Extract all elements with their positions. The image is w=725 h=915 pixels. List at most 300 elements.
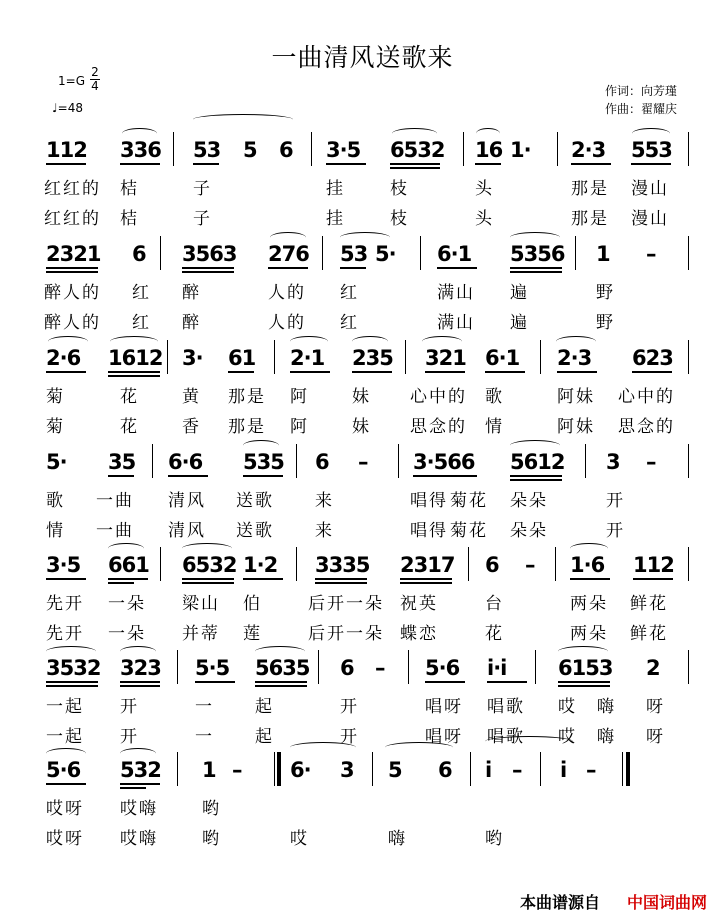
- time-signature: [90, 66, 100, 93]
- beam: [182, 271, 234, 273]
- lyric: 遍: [510, 283, 529, 303]
- note-group: 5·: [46, 450, 67, 474]
- barline: [274, 752, 275, 786]
- lyric: 哎呀: [46, 829, 84, 849]
- beam: [255, 681, 307, 683]
- lyric: 心中的: [618, 387, 675, 407]
- beam: [290, 371, 330, 373]
- barline: [557, 132, 558, 166]
- beam: [437, 267, 477, 269]
- final-barline: [626, 752, 630, 786]
- note-group: 6·1: [485, 346, 520, 370]
- barline: [322, 236, 323, 270]
- beam: [570, 578, 610, 580]
- note-group: 5: [388, 758, 402, 782]
- score-system-5: [0, 543, 725, 647]
- score-system-4: [0, 440, 725, 544]
- note-group: 2·3: [557, 346, 592, 370]
- lyric: 阿妹: [557, 417, 595, 437]
- note-group: 6·: [290, 758, 311, 782]
- barline: [420, 236, 421, 270]
- barline: [311, 132, 312, 166]
- beam: [195, 681, 235, 683]
- barline: [296, 444, 297, 478]
- barline: [173, 132, 174, 166]
- beam: [182, 578, 234, 580]
- key-signature: 1=G: [58, 74, 85, 88]
- barline: [177, 752, 178, 786]
- beam: [487, 681, 527, 683]
- lyric: 梁山: [182, 594, 220, 614]
- lyric: 人的: [268, 283, 306, 303]
- barline: [688, 650, 689, 684]
- note-group: –: [512, 758, 522, 782]
- lyric: 哟: [202, 829, 221, 849]
- slur: [193, 114, 293, 125]
- beam: [632, 371, 672, 373]
- lyric: 唱得: [410, 491, 448, 511]
- note-group: 53: [340, 242, 368, 266]
- lyric: 挂: [326, 179, 345, 199]
- lyric: 花: [120, 417, 139, 437]
- lyric: 那是: [228, 387, 266, 407]
- note-group: 112: [46, 138, 87, 162]
- lyric: 菊: [46, 417, 65, 437]
- note-group: 6: [132, 242, 146, 266]
- beam: [182, 267, 234, 269]
- lyric: 朵朵: [510, 491, 548, 511]
- repeat-barline: [277, 752, 281, 786]
- barline: [585, 444, 586, 478]
- lyric: 子: [193, 179, 212, 199]
- lyric: 唱歌: [487, 727, 525, 747]
- barline: [535, 650, 536, 684]
- beam: [510, 479, 562, 481]
- note-group: 1·: [510, 138, 531, 162]
- lyric: 心中的: [410, 387, 467, 407]
- note-group: 5612: [510, 450, 565, 474]
- lyric: 头: [475, 209, 494, 229]
- lyric: 一起: [46, 697, 84, 717]
- score-system-7: [0, 748, 725, 852]
- note-group: 6: [279, 138, 293, 162]
- beam: [120, 163, 160, 165]
- beam: [315, 578, 367, 580]
- barline: [318, 650, 319, 684]
- note-group: 16: [475, 138, 503, 162]
- barline: [167, 340, 168, 374]
- beam: [46, 271, 98, 273]
- note-group: –: [375, 656, 385, 680]
- lyric: 鲜花: [630, 624, 668, 644]
- note-group: 535: [243, 450, 284, 474]
- note-group: 1: [596, 242, 610, 266]
- note-group: 3: [606, 450, 620, 474]
- barline: [274, 340, 275, 374]
- lyric: 野: [596, 283, 615, 303]
- lyric: 菊: [46, 387, 65, 407]
- lyric: 遍: [510, 313, 529, 333]
- source-label: 本曲谱源自: [520, 893, 601, 912]
- lyric: 一朵: [108, 594, 146, 614]
- barline: [622, 752, 623, 786]
- lyric: 两朵: [570, 624, 608, 644]
- note-group: 5·6: [425, 656, 460, 680]
- barline: [408, 650, 409, 684]
- score-system-1: [0, 128, 725, 232]
- beam: [120, 787, 146, 789]
- beam: [108, 578, 148, 580]
- beam: [631, 163, 671, 165]
- beam: [268, 267, 308, 269]
- barline: [688, 340, 689, 374]
- note-group: 532: [120, 758, 161, 782]
- lyric: 伯: [243, 594, 262, 614]
- beam: [557, 371, 597, 373]
- lyric: 哎嗨: [120, 799, 158, 819]
- lyric: 满山: [437, 313, 475, 333]
- site-link[interactable]: 中国词曲网: [627, 893, 708, 912]
- beam: [400, 582, 452, 584]
- barline: [688, 236, 689, 270]
- beam: [558, 685, 610, 687]
- note-group: 3·566: [413, 450, 475, 474]
- barline: [372, 752, 373, 786]
- lyric: 醉人的: [44, 313, 101, 333]
- slur: [385, 742, 453, 753]
- note-group: 6: [485, 553, 499, 577]
- note-group: 321: [425, 346, 466, 370]
- lyric: 起: [255, 727, 274, 747]
- lyric: 呀: [646, 697, 665, 717]
- note-group: 3·5: [46, 553, 81, 577]
- lyric: 送歌: [236, 491, 274, 511]
- lyric: 唱得: [410, 521, 448, 541]
- note-group: 35: [108, 450, 136, 474]
- barline: [177, 650, 178, 684]
- barline: [688, 132, 689, 166]
- lyric: 花: [120, 387, 139, 407]
- lyric: 哟: [202, 799, 221, 819]
- lyric: 妹: [352, 417, 371, 437]
- lyric: 醉: [182, 283, 201, 303]
- beam: [390, 167, 440, 169]
- barline: [463, 132, 464, 166]
- beam: [413, 475, 477, 477]
- lyric: 送歌: [236, 521, 274, 541]
- note-group: 3·5: [326, 138, 361, 162]
- note-group: 2317: [400, 553, 455, 577]
- lyric: 唱呀: [425, 697, 463, 717]
- note-group: 276: [268, 242, 309, 266]
- lyric: 挂: [326, 209, 345, 229]
- note-group: 1: [202, 758, 216, 782]
- beam: [340, 267, 366, 269]
- beam: [46, 681, 98, 683]
- lyric: 歌: [485, 387, 504, 407]
- barline: [540, 340, 541, 374]
- lyric: 开: [340, 697, 359, 717]
- lyric: 后开一朵: [308, 624, 384, 644]
- meter-bottom: 4: [91, 79, 99, 93]
- barline: [540, 752, 541, 786]
- lyric: 哟: [485, 829, 504, 849]
- note-group: 112: [633, 553, 674, 577]
- lyricist-credit: 作词：向芳瑾: [605, 84, 678, 98]
- barline: [152, 444, 153, 478]
- note-group: 6: [340, 656, 354, 680]
- lyric: 漫山: [631, 209, 669, 229]
- lyric: 来: [315, 491, 334, 511]
- lyric: 台: [485, 594, 504, 614]
- lyric: 一朵: [108, 624, 146, 644]
- note-group: 5356: [510, 242, 565, 266]
- beam: [108, 582, 134, 584]
- note-group: 6: [315, 450, 329, 474]
- lyric: 漫山: [631, 179, 669, 199]
- note-group: 1·2: [243, 553, 278, 577]
- lyric: 阿: [290, 417, 309, 437]
- lyric: 开: [120, 727, 139, 747]
- lyric: 红: [132, 313, 151, 333]
- lyric: 呀: [646, 727, 665, 747]
- lyric: 一: [195, 697, 214, 717]
- lyric: 情: [46, 521, 65, 541]
- note-group: –: [525, 553, 535, 577]
- meter-top: 2: [91, 65, 99, 79]
- beam: [390, 163, 440, 165]
- beam: [485, 371, 525, 373]
- note-group: 1612: [108, 346, 163, 370]
- lyric: 蝶恋: [400, 624, 438, 644]
- lyric: 红: [132, 283, 151, 303]
- note-group: 6532: [182, 553, 237, 577]
- note-group: 5635: [255, 656, 310, 680]
- lyric: 嗨: [597, 697, 616, 717]
- lyric: 花: [485, 624, 504, 644]
- beam: [352, 371, 392, 373]
- beam: [400, 578, 452, 580]
- beam: [120, 783, 160, 785]
- lyric: 哎: [290, 829, 309, 849]
- barline: [398, 444, 399, 478]
- lyric: 那是: [571, 209, 609, 229]
- note-group: 5·5: [195, 656, 230, 680]
- beam: [168, 475, 208, 477]
- beam: [510, 267, 562, 269]
- barline: [405, 340, 406, 374]
- beam: [510, 271, 562, 273]
- note-group: 53: [193, 138, 221, 162]
- lyric: 莲: [243, 624, 262, 644]
- barline: [688, 547, 689, 581]
- tempo-marking: ♩=48: [52, 101, 83, 115]
- barline: [688, 444, 689, 478]
- note-group: –: [646, 242, 656, 266]
- beam: [633, 578, 673, 580]
- lyric: 满山: [437, 283, 475, 303]
- beam: [46, 163, 86, 165]
- lyric: 香: [182, 417, 201, 437]
- note-group: 323: [120, 656, 161, 680]
- lyric: 嗨: [388, 829, 407, 849]
- barline: [468, 547, 469, 581]
- note-group: 2: [646, 656, 660, 680]
- lyric: 哎呀: [46, 799, 84, 819]
- note-group: 5·: [375, 242, 396, 266]
- beam: [108, 375, 160, 377]
- lyric: 先开: [46, 624, 84, 644]
- lyric: 先开: [46, 594, 84, 614]
- note-group: 6532: [390, 138, 445, 162]
- lyric: 唱呀: [425, 727, 463, 747]
- slur: [290, 742, 356, 753]
- barline: [296, 547, 297, 581]
- lyric: 朵朵: [510, 521, 548, 541]
- lyric: 一曲: [96, 521, 134, 541]
- beam: [46, 267, 98, 269]
- lyric: 来: [315, 521, 334, 541]
- note-group: 6153: [558, 656, 613, 680]
- note-group: 1·6: [570, 553, 605, 577]
- note-group: 3532: [46, 656, 101, 680]
- beam: [46, 578, 86, 580]
- lyric: 哎嗨: [120, 829, 158, 849]
- lyric: 开: [606, 521, 625, 541]
- beam: [46, 371, 86, 373]
- barline: [555, 547, 556, 581]
- beam: [46, 685, 98, 687]
- note-group: 553: [631, 138, 672, 162]
- lyric: 红红的: [44, 209, 101, 229]
- beam: [243, 578, 283, 580]
- lyric: 子: [193, 209, 212, 229]
- lyric: 哎: [558, 727, 577, 747]
- barline: [575, 236, 576, 270]
- note-group: 6·1: [437, 242, 472, 266]
- lyric: 桔: [120, 209, 139, 229]
- lyric: 红红的: [44, 179, 101, 199]
- lyric: 那是: [571, 179, 609, 199]
- note-group: 2·3: [571, 138, 606, 162]
- note-group: –: [646, 450, 656, 474]
- lyric: 鲜花: [630, 594, 668, 614]
- note-group: 661: [108, 553, 149, 577]
- beam: [315, 582, 367, 584]
- lyric: 嗨: [597, 727, 616, 747]
- note-group: 2321: [46, 242, 101, 266]
- lyric: 阿妹: [557, 387, 595, 407]
- note-group: 5: [243, 138, 257, 162]
- note-group: 5·6: [46, 758, 81, 782]
- lyric: 一曲: [96, 491, 134, 511]
- note-group: 235: [352, 346, 393, 370]
- lyric: 思念的: [410, 417, 467, 437]
- lyric: 阿: [290, 387, 309, 407]
- lyric: 唱歌: [487, 697, 525, 717]
- lyric: 清风: [168, 491, 206, 511]
- lyric: 并蒂: [182, 624, 220, 644]
- note-group: 2·6: [46, 346, 81, 370]
- song-title: 一曲清风送歌来: [271, 43, 454, 72]
- lyric: 思念的: [618, 417, 675, 437]
- beam: [46, 783, 86, 785]
- beam: [120, 685, 160, 687]
- beam: [425, 681, 465, 683]
- lyric: 醉人的: [44, 283, 101, 303]
- note-group: 3: [340, 758, 354, 782]
- lyric: 菊花: [450, 491, 488, 511]
- note-group: 2·1: [290, 346, 325, 370]
- lyric: 一: [195, 727, 214, 747]
- lyric: 情: [485, 417, 504, 437]
- lyric: 菊花: [450, 521, 488, 541]
- score-system-3: [0, 336, 725, 440]
- lyric: 起: [255, 697, 274, 717]
- note-group: 6·6: [168, 450, 203, 474]
- note-group: 336: [120, 138, 161, 162]
- note-group: 3335: [315, 553, 370, 577]
- lyric: 野: [596, 313, 615, 333]
- note-group: i·i: [487, 656, 507, 680]
- note-group: 6: [438, 758, 452, 782]
- lyric: 枝: [390, 209, 409, 229]
- lyric: 两朵: [570, 594, 608, 614]
- beam: [255, 685, 307, 687]
- note-group: 623: [632, 346, 673, 370]
- beam: [120, 681, 160, 683]
- beam: [108, 475, 134, 477]
- score-system-2: [0, 232, 725, 336]
- beam: [510, 475, 562, 477]
- lyric: 开: [606, 491, 625, 511]
- composer-credit: 作曲：翟耀庆: [605, 102, 678, 116]
- note-group: –: [586, 758, 596, 782]
- barline: [160, 547, 161, 581]
- note-group: 3563: [182, 242, 237, 266]
- slur: [485, 736, 573, 747]
- lyric: 祝英: [400, 594, 438, 614]
- lyric: 清风: [168, 521, 206, 541]
- lyric: 红: [340, 283, 359, 303]
- lyric: 桔: [120, 179, 139, 199]
- beam: [108, 371, 160, 373]
- beam: [558, 681, 610, 683]
- note-group: 3·: [182, 346, 203, 370]
- lyric: 头: [475, 179, 494, 199]
- lyric: 后开一朵: [308, 594, 384, 614]
- lyric: 那是: [228, 417, 266, 437]
- lyric: 人的: [268, 313, 306, 333]
- lyric: 妹: [352, 387, 371, 407]
- beam: [228, 371, 254, 373]
- beam: [193, 163, 219, 165]
- note-group: 61: [228, 346, 256, 370]
- note-group: –: [232, 758, 242, 782]
- lyric: 红: [340, 313, 359, 333]
- lyric: 枝: [390, 179, 409, 199]
- barline: [470, 752, 471, 786]
- lyric: 歌: [46, 491, 65, 511]
- beam: [182, 582, 234, 584]
- note-group: i: [485, 758, 492, 782]
- beam: [243, 475, 283, 477]
- score-system-6: [0, 646, 725, 750]
- note-group: –: [358, 450, 368, 474]
- lyric: 一起: [46, 727, 84, 747]
- beam: [326, 163, 366, 165]
- lyric: 开: [340, 727, 359, 747]
